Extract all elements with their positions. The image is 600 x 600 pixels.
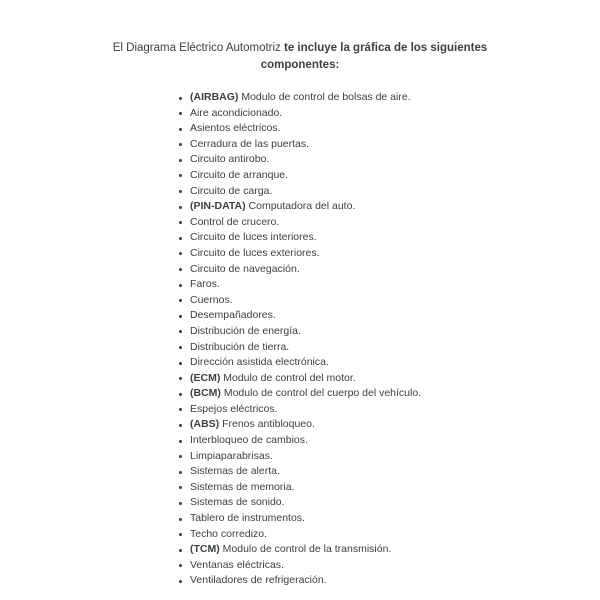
list-item	[179, 152, 600, 168]
list-item	[179, 527, 600, 543]
bullet-icon	[179, 299, 182, 302]
list-item	[179, 464, 600, 480]
item-text: Interbloqueo de cambios.	[190, 434, 308, 447]
item-text: Sistemas de memoria.	[190, 480, 295, 493]
list-item	[179, 308, 600, 324]
list-item	[179, 542, 600, 558]
bullet-icon	[179, 190, 182, 193]
list-item	[179, 106, 600, 122]
list-item	[179, 137, 600, 153]
bullet-icon	[179, 564, 182, 567]
list-item	[179, 355, 600, 371]
bullet-icon	[179, 455, 182, 458]
list-item	[179, 277, 600, 293]
list-item	[179, 324, 600, 340]
item-text: Asientos eléctricos.	[190, 122, 281, 135]
item-text: Modulo de control de la transmisión.	[219, 543, 392, 556]
item-text: Ventanas eléctricas.	[190, 558, 284, 571]
list-item	[179, 573, 600, 589]
list-item	[179, 90, 600, 106]
bullet-icon	[179, 471, 182, 474]
bullet-icon	[179, 206, 182, 209]
list-item	[179, 558, 600, 574]
bullet-icon	[179, 221, 182, 224]
bullet-icon	[179, 440, 182, 443]
item-text: Control de crucero.	[190, 215, 280, 228]
list-item	[179, 511, 600, 527]
bullet-icon	[179, 284, 182, 287]
item-code: (ABS)	[190, 418, 220, 431]
item-code: (PIN-DATA)	[190, 200, 246, 213]
item-text: Modulo de control del motor.	[220, 371, 356, 384]
list-item	[179, 199, 600, 215]
item-code: (BCM)	[190, 387, 221, 400]
bullet-icon	[179, 237, 182, 240]
item-text: Techo corredizo.	[190, 527, 268, 540]
item-text: Circuito de luces exteriores.	[190, 246, 320, 259]
bullet-icon	[179, 518, 182, 521]
list-item	[179, 371, 600, 387]
list-item	[179, 246, 600, 262]
item-text: Limpiaparabrisas.	[190, 449, 273, 462]
list-item	[179, 262, 600, 278]
list-item	[179, 449, 600, 465]
list-item	[179, 184, 600, 200]
item-text: Circuito de luces interiores.	[190, 231, 317, 244]
bullet-icon	[179, 362, 182, 365]
title-bold-text: te incluye la gráfica de los siguientes componentes:	[260, 42, 488, 71]
list-item	[179, 386, 600, 402]
item-text: Circuito de navegación.	[190, 262, 300, 275]
item-text: Circuito de carga.	[190, 184, 273, 197]
bullet-icon	[179, 252, 182, 255]
item-text: Cerradura de las puertas.	[190, 137, 310, 150]
list-item	[179, 402, 600, 418]
item-text: Modulo de control del cuerpo del vehículo.	[220, 387, 422, 400]
item-text: Sistemas de sonido.	[190, 496, 285, 509]
item-text: Circuito de arranque.	[190, 168, 289, 181]
list-item	[179, 433, 600, 449]
bullet-icon	[179, 580, 182, 583]
item-text: Espejos eléctricos.	[190, 402, 278, 415]
list-item	[179, 495, 600, 511]
item-text: Aire acondicionado.	[190, 106, 283, 119]
bullet-icon	[179, 486, 182, 489]
bullet-icon	[179, 330, 182, 333]
item-text: Tablero de instrumentos.	[190, 512, 305, 525]
item-code: (ECM)	[190, 371, 221, 384]
item-text: Computadora del auto.	[245, 200, 356, 213]
bullet-icon	[179, 408, 182, 411]
item-text: Faros.	[190, 278, 220, 291]
bullet-icon	[179, 424, 182, 427]
list-item	[179, 480, 600, 496]
item-text: Modulo de control de bolsas de aire.	[238, 91, 411, 103]
bullet-icon	[179, 128, 182, 131]
item-code: (TCM)	[190, 543, 220, 556]
item-text: Ventiladores de refrigeración.	[190, 574, 327, 587]
title-regular-text: El Diagrama Eléctrico Automotriz	[112, 42, 281, 54]
bullet-icon	[179, 393, 182, 396]
item-text: Sistemas de alerta.	[190, 465, 280, 478]
list-item	[179, 293, 600, 309]
item-text: Circuito antirobo.	[190, 153, 270, 166]
bullet-icon	[179, 377, 182, 380]
item-text: Distribución de tierra.	[190, 340, 290, 353]
item-text: Dirección asistida electrónica.	[190, 356, 329, 369]
bullet-icon	[179, 159, 182, 162]
bullet-icon	[179, 174, 182, 177]
bullet-icon	[179, 533, 182, 536]
bullet-icon	[179, 346, 182, 349]
bullet-icon	[179, 502, 182, 505]
item-code: (AIRBAG)	[190, 91, 239, 103]
component-list	[179, 90, 600, 589]
bullet-icon	[179, 97, 182, 100]
bullet-icon	[179, 268, 182, 271]
item-text: Desempañadores.	[190, 309, 276, 322]
bullet-icon	[179, 315, 182, 318]
bullet-icon	[179, 112, 182, 115]
bullet-icon	[179, 549, 182, 552]
list-item	[179, 417, 600, 433]
list-item	[179, 121, 600, 137]
bullet-icon	[179, 143, 182, 146]
list-item	[179, 340, 600, 356]
item-text: Cuernos.	[190, 293, 233, 306]
list-item	[179, 215, 600, 231]
item-text: Distribución de energía.	[190, 324, 301, 337]
item-text: Frenos antibloqueo.	[219, 418, 315, 431]
list-item	[179, 230, 600, 246]
page-title	[90, 40, 510, 74]
list-item	[179, 168, 600, 184]
